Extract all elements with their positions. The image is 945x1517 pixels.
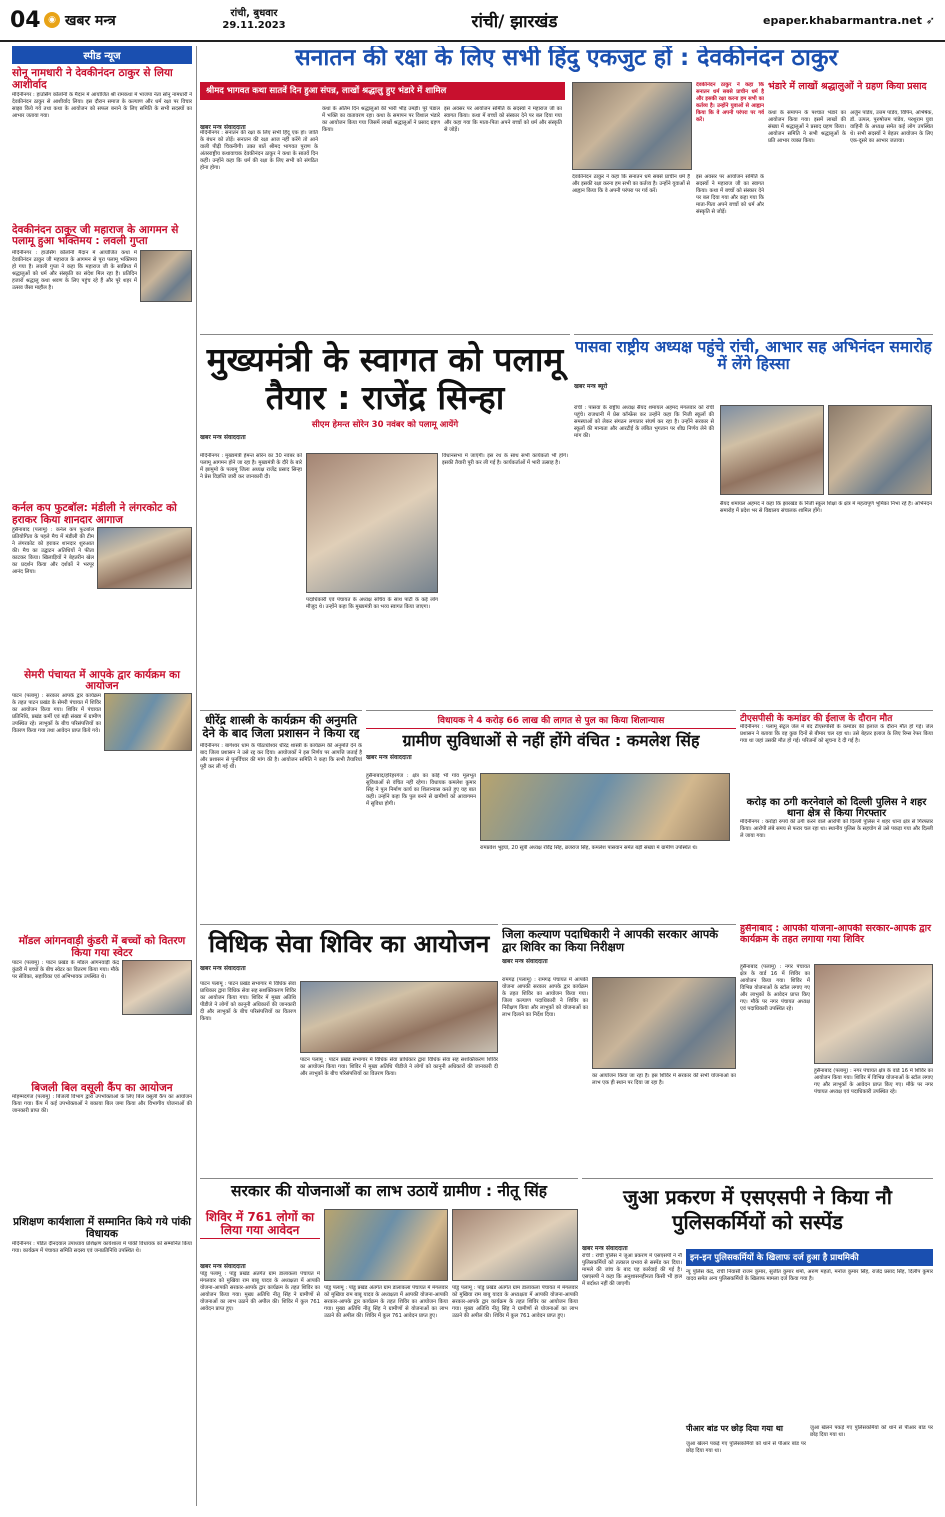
politician-photo	[306, 453, 438, 593]
nitu-photo-1	[324, 1209, 448, 1281]
kathavachak-photo	[572, 82, 692, 170]
story-body-row	[12, 527, 192, 667]
camp-body-2: हुसैनाबाद (पलामू) : नगर पंचायत क्षेत्र के वार्ड 16 में शिविर का आयोजन किया गया। शिविर में विभिन्न योजनाओं के स्टॉल लगाए गए और लाभुकों के आवेदन प्राप्त किए गए। मौके पर नगर पंचायत अध्यक्ष एवं पदाधिकारी उपस्थित रहे।	[814, 1068, 933, 1095]
story-head: सोनू नामधारी ने देवकीनंदन ठाकुर से लिया आशीर्वाद	[12, 67, 173, 91]
dhirendra-body: मेदिनीनगर : बागेश्वर धाम के पीठाधीश्वर धीरेंद्र शास्त्री के कार्यक्रम की अनुमति देने के बाद जिला प्रशासन ने उसे रद्द कर दिया। आयोजकों ने इस निर्णय पर आपत्ति जताई है और प्रशासन से पुनर्विचार की मांग की है। आयोजन समिति ने कहा कि सभी तैयारियां पूरी कर ली गई थीं।	[200, 742, 362, 770]
bridge-kicker: विधायक ने 4 करोड़ 66 लाख की लागत से पुल का किया शिलान्यास	[366, 711, 736, 729]
nitu-photo-2	[452, 1209, 578, 1281]
dateline-date: 29.11.2023	[222, 20, 286, 31]
paswa-body-2: सैयद शमायल अहमद ने कहा कि झारखंड के निजी स्कूल शिक्षा के क्षेत्र में महत्वपूर्ण भूमिका निभा रहे हैं। अभिनंदन समारोह में प्रदेश भर से विद्यालय संचालक शामिल होंगे।	[720, 501, 932, 514]
nitu-body-col-1: पांडु पलामू : पांडु प्रखंड अंतर्गत ग्राम डालाकला पंचायत में मंगलवार को मुखिया राम बाबू यादव के अध्यक्षता में आपकी योजना-आपकी सरकार-आपके द्वार कार्यक्रम के तहत शिविर का आयोजन किया गया। मुख्य अतिथि नीतू सिंह ने ग्रामीणों से योजनाओं का लाभ उठाने की अपील की। शिविर में कुल 761 आवेदन प्राप्त हुए।	[200, 1271, 320, 1312]
jila-body: रामगढ़ (पलामू) : रामगढ़ पंचायत में आपकी योजना आपकी सरकार आपके द्वार कार्यक्रम के तहत शिविर का आयोजन किया गया। जिला कल्याण पदाधिकारी ने शिविर का निरीक्षण किया और लाभुकों को योजनाओं का लाभ दिलाने का निर्देश दिया।	[502, 977, 588, 1018]
vidhik-story	[200, 924, 498, 1174]
football-team-photo	[97, 527, 192, 589]
camp-photo	[814, 964, 933, 1064]
cm-story	[200, 334, 570, 706]
top-body-col-3: इस अवसर पर आयोजन समिति के सदस्यों ने महाराज जी का स्वागत किया। कथा में बच्चों को संस्कार देने पर बल दिया गया और कहा गया कि माता-पिता अपने बच्चों को धर्म और संस्कृति से जोड़ें।	[444, 106, 562, 133]
paswa-body: रांची : पासवा के राष्ट्रीय अध्यक्ष सैयद शमायल अहमद मंगलवार को रांची पहुंचे। राजधानी में प्रेस कॉन्फ्रेंस कर उन्होंने कहा कि निजी स्कूलों की समस्याओं को लेकर संगठन लगातार संघर्ष कर रहा है। उन्होंने सरकार से स्कूलों की मान्यता और आरटीई के लंबित भुगतान पर शीघ्र निर्णय लेने की मांग की।	[574, 405, 714, 439]
left-column	[12, 46, 192, 1506]
story-head: मॉडल आंगनवाड़ी कुंडरी में बच्चों को वितरण किया गया स्वेटर	[18, 935, 186, 959]
jila-photo	[592, 977, 736, 1069]
story-body: मोहम्मदगंज (पलामू) : बिजली विभाग द्वारा उपभोक्ताओं के लिए बिल वसूली कैंप का आयोजन किया गया। कैंप में कई उपभोक्ताओं ने बकाया बिल जमा किया और विभागीय योजनाओं की जानकारी प्राप्त की।	[12, 1094, 192, 1115]
nitu-story	[200, 1178, 578, 1506]
dhirendra-headline: धीरेंद्र शास्त्री के कार्यक्रम की अनुमति देने के बाद जिला प्रशासन ने किया रद्द	[202, 713, 360, 740]
cm-body-col-3: पदाधिकारी एवं पंचायत के अध्यक्ष सचिव के साथ पार्टी के कई लोग मौजूद थे। उन्होंने कहा कि मुख्यमंत्री का भव्य स्वागत किया जाएगा।	[306, 597, 438, 610]
byline: खबर मन्त्र संवाददाता	[582, 1245, 628, 1252]
story-body-row	[12, 250, 192, 500]
cm-body-col-1: मेदिनीनगर : मुख्यमंत्री हेमन्त सोरेन का 30 नवंबर को पलामू आगमन होने जा रहा है। मुख्यमंत्री के दौरे के बारे में झामुमो के पलामू जिला अध्यक्ष राजेंद्र प्रसाद सिन्हा ने प्रेस विज्ञप्ति जारी कर जानकारी दी।	[200, 453, 302, 480]
camp-headline: हुसैनाबाद : आपकी योजना-आपकी सरकार-आपके द्वार कार्यक्रम के तहत लगाया गया शिविर	[740, 924, 931, 945]
section-title: रांची/ झारखंड	[471, 11, 558, 32]
website-text: epaper.khabarmantra.net	[762, 13, 922, 27]
portrait-photo	[140, 250, 192, 302]
camp-photo	[104, 693, 192, 751]
top-body-col-4: देवकीनंदन ठाकुर ने कहा कि सनातन धर्म सबसे प्राचीन धर्म है और इसकी रक्षा करना हम सभी का कर्तव्य है। उन्होंने युवाओं से आह्वान किया कि वे अपनी परंपरा पर गर्व करें।	[572, 174, 690, 194]
story-body-row	[12, 960, 192, 1080]
juaa-body: रांची : रांची पुलिस ने जुआ प्रकरण में एसएसपी ने नौ पुलिसकर्मियों को तत्काल प्रभाव से सस्पेंड कर दिया। मामले की जांच के बाद यह कार्रवाई की गई है। एसएसपी ने कहा कि अनुशासनहीनता किसी भी हाल में बर्दाश्त नहीं की जाएगी।	[582, 1253, 682, 1287]
nitu-body-col-2: पांडु पलामू : पांडु प्रखंड अंतर्गत ग्राम डालाकला पंचायत में मंगलवार को मुखिया राम बाबू यादव के अध्यक्षता में आपकी योजना-आपकी सरकार-आपके द्वार कार्यक्रम के तहत शिविर का आयोजन किया गया। मुख्य अतिथि नीतू सिंह ने ग्रामीणों से योजनाओं का लाभ उठाने की अपील की। शिविर में कुल 761 आवेदन प्राप्त हुए।	[324, 1285, 448, 1319]
story-head: बिजली बिल वसूली कैंप का आयोजन	[31, 1081, 173, 1094]
jila-story	[502, 924, 736, 1174]
cm-subhead: सीएम हेमन्त सोरेन 30 नवंबर को पलामू आयेंगे	[311, 419, 459, 430]
top-body-col-6: अर्जुन पांडेय, उत्तम पांडेय, विपिन, अभिषेक, डॉ. उत्पल, पुरुषोत्तम पांडेय, परशुराम युवा वाहिनी के अध्यक्ष समेत कई लोग उपस्थित थे। सभी सदस्यों ने बेहतर आयोजन के लिए एक-दूसरे का आभार जताया।	[850, 110, 933, 144]
top-subhead: श्रीमद भागवत कथा सातवें दिन हुआ संपन्न, लाखों श्रद्धालु हुए भंडारे में शामिल	[200, 82, 565, 100]
masthead	[0, 0, 945, 42]
story-body-row	[12, 693, 192, 933]
byline: खबर मन्त्र संवाददाता	[200, 1263, 246, 1270]
bridge-headline: ग्रामीण सुविधाओं से नहीं होंगे वंचित : कमलेश सिंह	[402, 731, 700, 750]
dateline-city-day: रांची, बुधवार	[230, 8, 278, 19]
nitu-kicker: शिविर में 761 लोगों का लिया गया आवेदन	[200, 1211, 320, 1239]
jila-body-2: का आयोजन किया जा रहा है। इस शिविर में सरकार की सभी योजनाओं का लाभ एक ही स्थान पर दिया जा रहा है।	[592, 1073, 736, 1086]
juaa-band-body: न्यू पुलिस केंद्र, रांची निवासी राजन कुमार, सुजीत कुमार शर्मा, अरुण महतो, मनोज कुमार सिंह, राजेंद्र प्रसाद सिंह, दिलीप कुमार यादव समेत अन्य पुलिसकर्मियों के खिलाफ मामला दर्ज किया गया है।	[686, 1269, 933, 1282]
story-body: मेदिनीनगर : हाउसिंग कॉलोनी के मैदान में आयोजित श्री रामकथा में भाजपा नेता सोनू नामधारी ने देवकीनंदन ठाकुर से आशीर्वाद लिया। इस दौरान समाज के कल्याण और धर्म रक्षा पर विचार साझा किये गये तथा कथा के आयोजन को सफल बनाने के लिए समिति के सभी सदस्यों का आभार जताया गया।	[12, 91, 192, 119]
story-body: हुसैनाबाद (पलामू) : कर्नल कप फुटबॉल प्रतियोगिता के पहले मैच में मंडीली की टीम ने लंगरकोट को हराकर शानदार शुरुआत की। मैच का उद्घाटन अतिथियों ने फीता काटकर किया। खिलाड़ियों ने बेहतरीन खेल का प्रदर्शन किया और दर्शकों ने भरपूर आनंद लिया।	[12, 526, 94, 575]
camp-story	[740, 924, 933, 1174]
byline: खबर मन्त्र ब्यूरो	[574, 382, 608, 390]
story-body: पाटन (पलामू) : पाटन प्रखंड के मॉडल आंगनवाड़ी केंद्र कुंडरी में बच्चों के बीच स्वेटर का वितरण किया गया। मौके पर सेविका, सहायिका एवं अभिभावक उपस्थित थे।	[12, 959, 119, 980]
story-head: सेमरी पंचायत में आपके द्वार कार्यक्रम का आयोजन	[24, 668, 180, 693]
bridge-body: हुसैनाबाद/हरिहरगंज : क्षेत्र का कोई भी गांव मूलभूत सुविधाओं से वंचित नहीं रहेगा। विधायक कमलेश कुमार सिंह ने पुल निर्माण कार्य का शिलान्यास करते हुए यह बात कही। उन्होंने कहा कि पुल बनने से ग्रामीणों को आवागमन में सुविधा होगी।	[366, 773, 476, 807]
vidhik-headline: विधिक सेवा शिविर का आयोजन	[208, 930, 490, 958]
website-link[interactable]: epaper.khabarmantra.net ➶	[762, 13, 935, 27]
top-headline: सनातन की रक्षा के लिए सभी हिंदु एकजुट हों : देवकीनंदन ठाकुर	[295, 46, 838, 71]
photo-caption: देवकीनंदन ठाकुर ने कहा कि सनातन धर्म सबसे प्राचीन धर्म है और इसकी रक्षा करना हम सभी का कर्तव्य है। उन्होंने युवाओं से आह्वान किया कि वे अपनी परंपरा पर गर्व करें।	[696, 82, 764, 123]
story-head: प्रशिक्षण कार्यशाला में सम्मानित किये गये पांकी विधायक	[13, 1216, 191, 1240]
column-divider	[196, 46, 197, 1506]
juaa-headline: जुआ प्रकरण में एसएसपी ने किया नौ पुलिसकर्मियों को सस्पेंड	[623, 1185, 892, 1234]
dateline	[184, 8, 324, 32]
top-body-col-1: मेदिनीनगर : सनातन की रक्षा के लिए सभी हिंदू एक हों। जाति के बंधन को तोड़ें। सनातन की रक्षा आज नहीं करेंगे तो आने वाली पीढ़ी चिकनीगी। उक्त बातें श्रीमद भागवत पुराण के अंतरराष्ट्रीय कथावाचक देवकीनंदन ठाकुर ने कथा के सातवें दिन कहीं। उन्होंने कहा कि धर्म की रक्षा के लिए सभी को संगठित होना होगा।	[200, 130, 318, 171]
speed-news-band: स्पीड न्यूज	[12, 46, 192, 64]
jail-body: मेदिनीनगर : पलामू सेंट्रल जेल में बंद टीएसपीसी के कमांडर की इलाज के दौरान मौत हो गई। जेल प्रशासन ने बताया कि वह कुछ दिनों से बीमार चल रहा था। उसे बेहतर इलाज के लिए रिम्स रेफर किया गया था जहां उसकी मौत हो गई। परिजनों को सूचना दे दी गई है।	[740, 724, 933, 745]
bridge-body-2: रामप्रवेश भुइयां, 20 सूत्री अध्यक्ष रविंद्र सिंह, ब्रजराज सिंह, कमलेश पासवान समेत बड़ी संख्या में ग्रामीण उपस्थित थे।	[480, 845, 698, 851]
story-body: पाटन (पलामू) : सरकार आपके द्वार कार्यक्रम के तहत पाटन प्रखंड के सेमरी पंचायत में शिविर का आयोजन किया गया। शिविर में पंचायत प्रतिनिधि, प्रखंड कर्मी एवं बड़ी संख्या में ग्रामीण उपस्थित रहे। लाभुकों के बीच परिसंपत्तियों का वितरण किया गया तथा आवेदन प्राप्त किये गये।	[12, 693, 101, 734]
top-body-col-5: इस अवसर पर आयोजन समिति के सदस्यों ने महाराज जी का स्वागत किया। कथा में बच्चों को संस्कार देने पर बल दिया गया और कहा गया कि माता-पिता अपने बच्चों को धर्म और संस्कृति से जोड़ें।	[696, 174, 764, 215]
jila-headline: जिला कल्याण पदाधिकारी ने आपकी सरकार आपके द्वार शिविर का किया निरीक्षण	[502, 927, 719, 954]
story-head: देवकीनंदन ठाकुर जी महाराज के आगमन से पलामू हुआ भक्तिमय : लवली गुप्ता	[12, 223, 179, 248]
cm-headline: मुख्यमंत्री के स्वागत को पलामू तैयार : राजेंद्र सिन्हा	[206, 340, 564, 417]
jail-story	[740, 710, 933, 920]
dhirendra-story	[200, 710, 362, 920]
paswa-story	[574, 334, 933, 706]
fraud-headline: करोड़ का ठगी करनेवाले को दिल्ली पुलिस ने शहर थाना क्षेत्र से किया गिरफ्तार	[746, 797, 927, 820]
byline: खबर मन्त्र संवाददाता	[200, 124, 246, 131]
cm-body-col-2: विधानसभा में जाएंगी। इस रथ के साथ सभी कार्यकर्ता भी होंगे। इसकी तैयारी पूरी कर ली गई है। कार्यकर्ताओं में भारी उत्साह है।	[442, 453, 568, 466]
juaa-bottom-body: जुआ खेलने पकड़े गए पुलिसकर्मियों को थाने से पीआर बांड पर छोड़ दिया गया था।	[686, 1441, 806, 1454]
story-head: कर्नल कप फुटबॉल: मंडीली ने लंगरकोट को हराकर किया शानदार आगाज	[12, 502, 177, 526]
byline: खबर मन्त्र संवाददाता	[200, 434, 246, 442]
juaa-bottom-head: पीआर बांड पर छोड़ दिया गया था	[686, 1424, 783, 1433]
page-number: 04	[10, 7, 41, 33]
top-story	[200, 46, 933, 330]
jail-headline: टीएसपीसी के कमांडर की ईलाज के दौरान मौत	[740, 714, 893, 724]
top-body-col-2: कथा के अंतिम दिन श्रद्धालुओं की भारी भीड़ उमड़ी। पूरे पंडाल में भक्ति का वातावरण रहा। कथा के समापन पर विशाल भंडारे का आयोजन किया गया जिसमें लाखों श्रद्धालुओं ने प्रसाद ग्रहण किया।	[322, 106, 440, 133]
brand-name: खबर मन्त्र	[65, 12, 116, 29]
vidhik-photo	[300, 981, 498, 1053]
anganwadi-photo	[122, 960, 192, 1015]
paswa-headline: पासवा राष्ट्रीय अध्यक्ष पहुंचे रांची, आभार सह अभिनंदन समारोह में लेंगे हिस्सा	[575, 338, 932, 374]
byline: खबर मन्त्र संवाददाता	[366, 753, 412, 761]
bhandara-body: कथा के समापन के पश्चात भंडारे का आयोजन किया गया। इसमें लाखों की संख्या में श्रद्धालुओं ने प्रसाद ग्रहण किया। आयोजन समिति ने सभी श्रद्धालुओं के प्रति आभार व्यक्त किया।	[768, 110, 846, 144]
byline: खबर मन्त्र संवाददाता	[502, 957, 548, 965]
story-body: मेदिनीनगर : पंडित दीनदयाल उपाध्याय प्रशिक्षण कार्यशाला में पांकी विधायक को सम्मानित किया गया। कार्यक्रम में पंचायत समिति सदस्य एवं जनप्रतिनिधि उपस्थित थे।	[12, 1240, 192, 1254]
fraud-body: मेदिनीनगर : करोड़ों रुपये की ठगी करने वाले आरोपी को दिल्ली पुलिस ने शहर थाना क्षेत्र से गिरफ्तार किया। आरोपी लंबे समय से फरार चल रहा था। स्थानीय पुलिस के सहयोग से उसे पकड़ा गया और दिल्ली ले जाया गया।	[740, 819, 933, 840]
brand-logo	[44, 11, 184, 30]
bridge-story	[366, 710, 736, 920]
juaa-bottom-body-2: जुआ खेलने पकड़े गए पुलिसकर्मियों को थाने से पीआर बांड पर छोड़ दिया गया था।	[810, 1425, 933, 1438]
juaa-story	[582, 1178, 933, 1506]
bhandara-head: भंडारे में लाखों श्रद्धालुओं ने ग्रहण किया प्रसाद	[768, 81, 927, 92]
vidhik-body: पाटन पलामू : पाटन प्रखंड सभागार में विधिक सेवा प्राधिकार द्वारा विधिक सेवा सह सशक्तिकरण शिविर का आयोजन किया गया। शिविर में मुख्य अतिथि पीडीजे ने लोगों को कानूनी अधिकारों की जानकारी दी और लाभुकों के बीच परिसंपत्तियों का वितरण किया।	[200, 981, 296, 1022]
paswa-photo-1	[720, 405, 824, 495]
brand-logo-icon: ◉	[44, 12, 60, 28]
bridge-photo	[480, 773, 730, 841]
byline: खबर मन्त्र संवाददाता	[200, 964, 246, 972]
vidhik-body-2: पाटन पलामू : पाटन प्रखंड सभागार में विधिक सेवा प्राधिकार द्वारा विधिक सेवा सह सशक्तिकरण शिविर का आयोजन किया गया। शिविर में मुख्य अतिथि पीडीजे ने लोगों को कानूनी अधिकारों की जानकारी दी और लाभुकों के बीच परिसंपत्तियों का वितरण किया।	[300, 1057, 498, 1077]
camp-body: हुसैनाबाद (पलामू) : नगर पंचायत क्षेत्र के वार्ड 16 में शिविर का आयोजन किया गया। शिविर में विभिन्न योजनाओं के स्टॉल लगाए गए और लाभुकों के आवेदन प्राप्त किए गए। मौके पर नगर पंचायत अध्यक्ष एवं पदाधिकारी उपस्थित रहे।	[740, 964, 810, 1012]
nitu-body-col-3: पांडु पलामू : पांडु प्रखंड अंतर्गत ग्राम डालाकला पंचायत में मंगलवार को मुखिया राम बाबू यादव के अध्यक्षता में आपकी योजना-आपकी सरकार-आपके द्वार कार्यक्रम के तहत शिविर का आयोजन किया गया। मुख्य अतिथि नीतू सिंह ने ग्रामीणों से योजनाओं का लाभ उठाने की अपील की। शिविर में कुल 761 आवेदन प्राप्त हुए।	[452, 1285, 578, 1319]
nitu-headline: सरकार की योजनाओं का लाभ उठायें ग्रामीण : नीतू सिंह	[231, 1182, 547, 1200]
juaa-band: इन-इन पुलिसकर्मियों के खिलाफ दर्ज हुआ है प्राथमिकी	[686, 1249, 933, 1266]
paswa-photo-2	[828, 405, 932, 495]
story-body: मेदिनीनगर : हाउसिंग कॉलोनी मैदान में आयोजित कथा में देवकीनंदन ठाकुर जी महाराज के आगमन से पूरा पलामू भक्तिमय हो गया है। लवली गुप्ता ने कहा कि महाराज जी के सान्निध्य में श्रद्धालुओं को धर्म और संस्कृति का संदेश मिल रहा है। प्रतिदिन हजारों श्रद्धालु कथा श्रवण के लिए पहुंच रहे हैं और पूरे शहर में उत्सव जैसा माहौल है।	[12, 250, 137, 291]
